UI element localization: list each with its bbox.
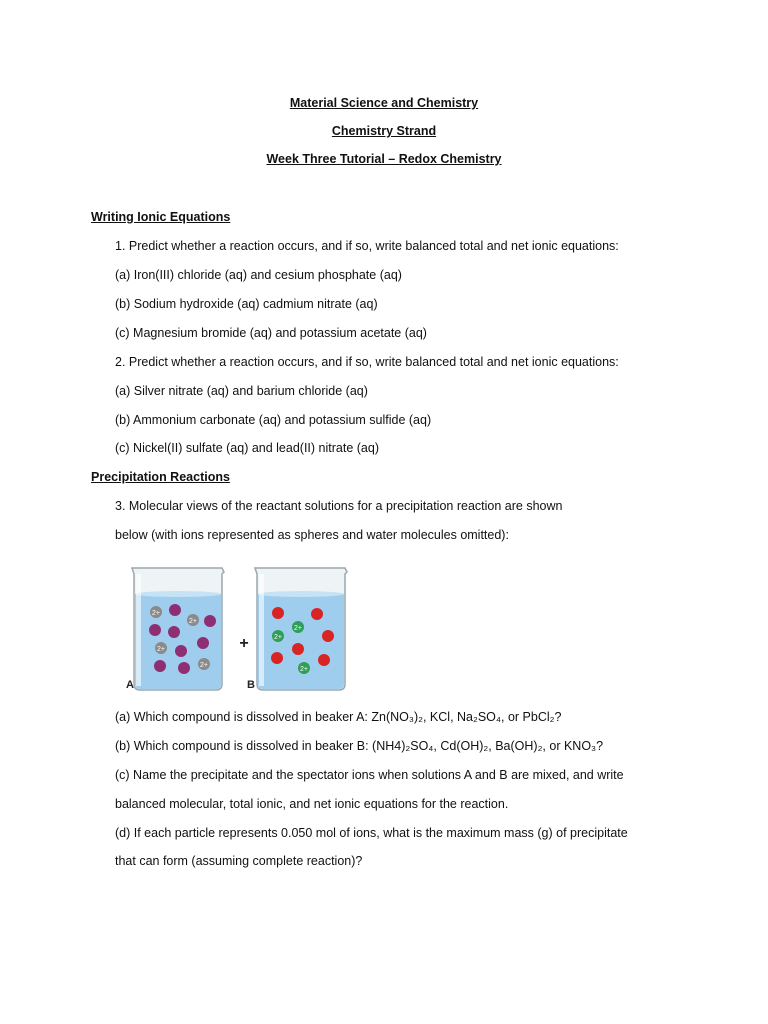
ion-b-2 bbox=[311, 608, 323, 620]
document-subtitle: Chemistry Strand bbox=[331, 124, 437, 138]
question-3-line1: 3. Molecular views of the reactant solutions for a precipitation reaction are shown bbox=[115, 499, 563, 513]
question-2c: (c) Nickel(II) sulfate (aq) and lead(II) nitrate (aq) bbox=[115, 441, 379, 455]
ion-b-5 bbox=[322, 630, 334, 642]
ion-a-7 bbox=[197, 637, 209, 649]
ion-b-3-label: 2+ bbox=[294, 625, 302, 632]
question-1c: (c) Magnesium bromide (aq) and potassium acetate (aq) bbox=[115, 326, 427, 340]
ion-b-1 bbox=[272, 607, 284, 619]
ion-a-4 bbox=[204, 615, 216, 627]
ion-a-10 bbox=[154, 660, 166, 672]
question-2: 2. Predict whether a reaction occurs, and if so, write balanced total and net ionic equations: bbox=[115, 355, 619, 369]
question-3c-line1: (c) Name the precipitate and the spectator ions when solutions A and B are mixed, and write bbox=[115, 768, 624, 782]
question-3c-line2: balanced molecular, total ionic, and net ionic equations for the reaction. bbox=[115, 797, 509, 811]
ion-b-4-label: 2+ bbox=[274, 634, 282, 641]
ion-b-9-label: 2+ bbox=[300, 666, 308, 673]
ion-a-5 bbox=[149, 624, 161, 636]
question-3d-line1: (d) If each particle represents 0.050 mol of ions, what is the maximum mass (g) of precipitate bbox=[115, 826, 628, 840]
question-2a: (a) Silver nitrate (aq) and barium chloride (aq) bbox=[115, 384, 368, 398]
question-1a: (a) Iron(III) chloride (aq) and cesium phosphate (aq) bbox=[115, 268, 402, 282]
beaker-b bbox=[255, 568, 347, 690]
question-3d-line2: that can form (assuming complete reaction)? bbox=[115, 854, 363, 868]
plus-sign: + bbox=[239, 635, 249, 652]
ion-a-2 bbox=[169, 604, 181, 616]
ion-a-6 bbox=[168, 626, 180, 638]
question-3b: (b) Which compound is dissolved in beaker B: (NH4)₂SO₄, Cd(OH)₂, Ba(OH)₂, or KNO₃? bbox=[115, 739, 604, 753]
beaker-a bbox=[132, 568, 224, 690]
section-heading-ionic-equations: Writing Ionic Equations bbox=[91, 210, 231, 224]
ion-a-11 bbox=[178, 662, 190, 674]
document-title: Material Science and Chemistry bbox=[289, 96, 479, 110]
beakers-figure bbox=[118, 560, 363, 695]
ion-a-1-label: 2+ bbox=[152, 610, 160, 617]
question-1: 1. Predict whether a reaction occurs, and if so, write balanced total and net ionic equations: bbox=[115, 239, 619, 253]
question-3a: (a) Which compound is dissolved in beaker A: Zn(NO₃)₂, KCl, Na₂SO₄, or PbCl₂? bbox=[115, 710, 562, 724]
ion-b-6 bbox=[292, 643, 304, 655]
ion-a-12-label: 2+ bbox=[200, 662, 208, 669]
ion-b-7 bbox=[271, 652, 283, 664]
ion-a-9 bbox=[175, 645, 187, 657]
question-3-line2: below (with ions represented as spheres and water molecules omitted): bbox=[115, 528, 509, 542]
ion-a-3-label: 2+ bbox=[189, 618, 197, 625]
question-1b: (b) Sodium hydroxide (aq) cadmium nitrate (aq) bbox=[115, 297, 378, 311]
beaker-a-label: A bbox=[126, 679, 134, 691]
tutorial-title: Week Three Tutorial – Redox Chemistry bbox=[266, 152, 502, 166]
beaker-b-label: B bbox=[247, 679, 255, 691]
question-2b: (b) Ammonium carbonate (aq) and potassium sulfide (aq) bbox=[115, 413, 432, 427]
section-heading-precipitation: Precipitation Reactions bbox=[91, 470, 230, 484]
ion-a-8-label: 2+ bbox=[157, 646, 165, 653]
ion-b-8 bbox=[318, 654, 330, 666]
